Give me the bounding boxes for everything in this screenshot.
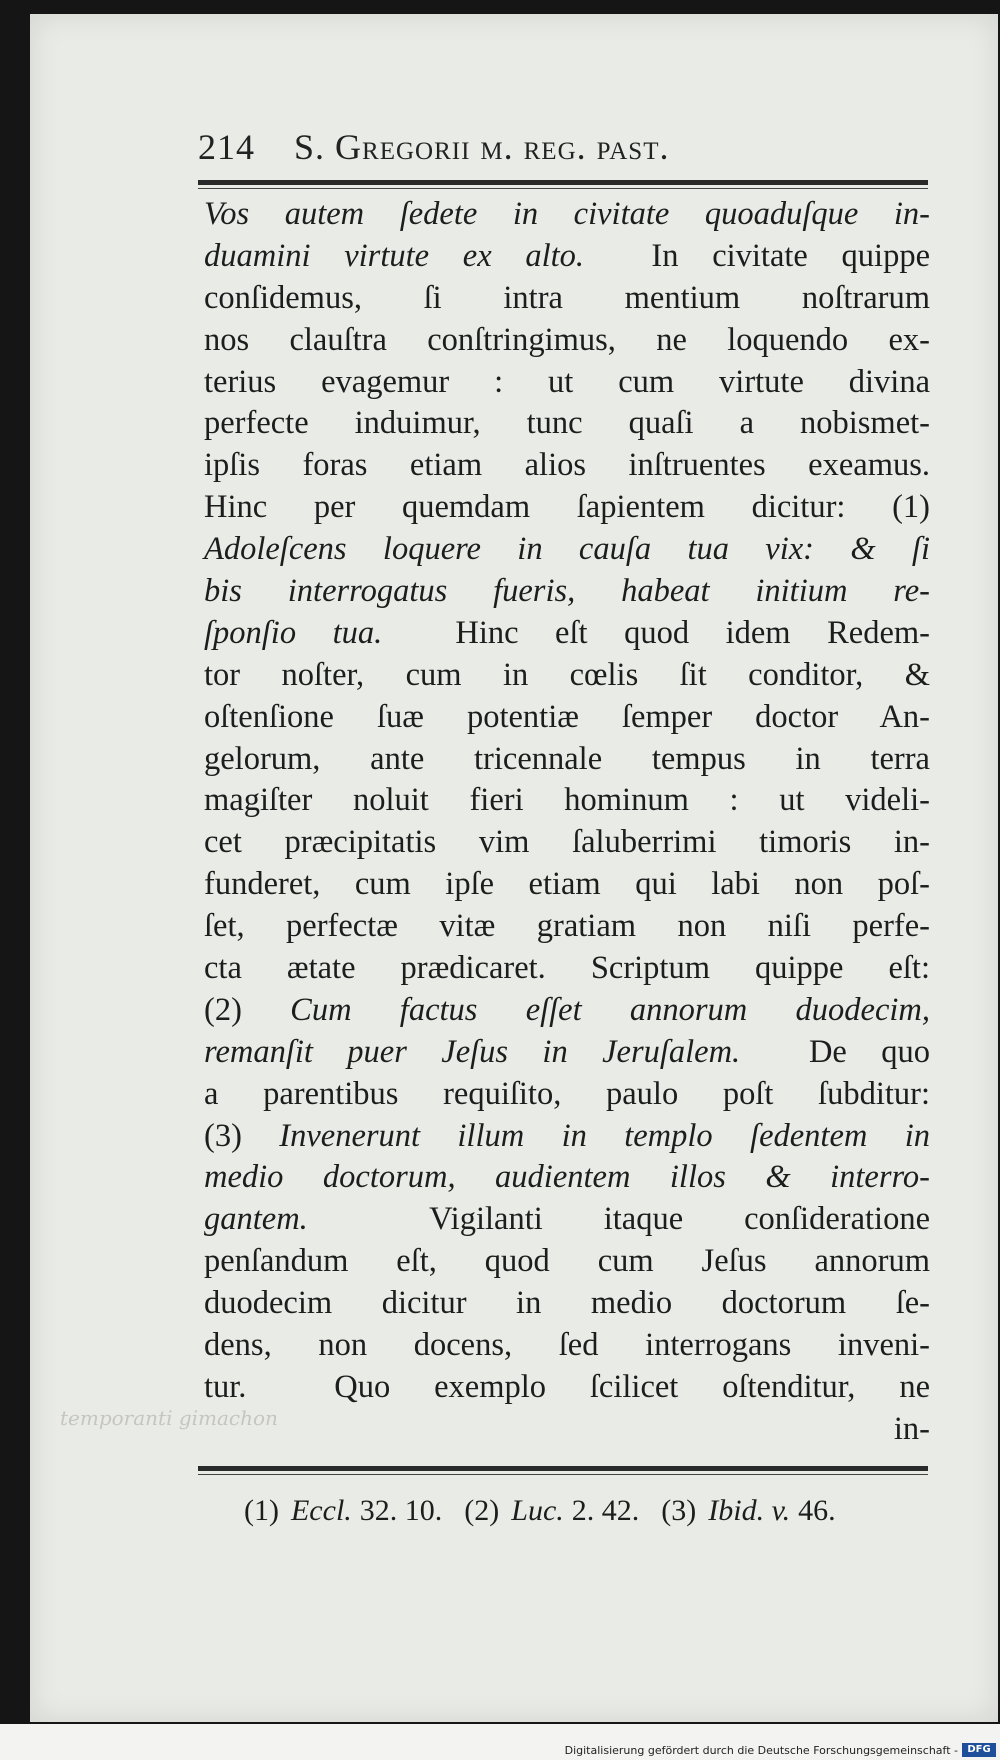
footnote-rule <box>198 1466 928 1471</box>
text-line <box>204 403 930 445</box>
text-segment: nos clauſtra conſtringimus, ne loquendo ex- <box>204 321 930 358</box>
text-line <box>204 1367 930 1409</box>
text-segment: ipſis foras etiam alios inſtruentes exeamus. <box>204 447 930 484</box>
text-line <box>204 948 930 990</box>
footnote-location: 46. <box>798 1494 836 1527</box>
margin-annotation: temporanti gimachon <box>60 1406 278 1430</box>
text-segment: In civitate quippe <box>584 237 930 274</box>
footnotes <box>244 1494 934 1528</box>
footnote <box>661 1494 835 1527</box>
text-segment: penſandum eſt, quod cum Jeſus annorum <box>204 1243 930 1280</box>
italic-segment: Invenerunt illum in templo ſedentem in <box>279 1117 930 1154</box>
italic-segment: duamini virtute ex alto. <box>204 237 585 274</box>
text-line <box>204 780 930 822</box>
italic-segment: Vos autem ſedete in civitate quoaduſque in- <box>204 196 930 232</box>
text-line <box>204 278 930 320</box>
footnote-reference: Ibid. v. <box>708 1494 791 1527</box>
footnote-location: 2. 42. <box>571 1494 640 1527</box>
text-segment: perfecte induimur, tunc quaſi a nobismet- <box>204 405 930 442</box>
footnote <box>244 1494 442 1527</box>
text-line <box>204 1199 930 1241</box>
text-line <box>204 320 930 362</box>
footnote-rule-thin <box>198 1474 928 1475</box>
text-line <box>204 1032 930 1074</box>
text-segment: cta ætate prædicaret. Scriptum quippe eſt: <box>204 950 930 987</box>
page-number: 214 <box>198 127 255 167</box>
text-line <box>204 362 930 404</box>
funding-credit: Digitalisierung gefördert durch die Deutsche Forschungsgemeinschaft - <box>564 1744 958 1757</box>
italic-segment: Cum factus eſſet annorum duodecim, <box>290 991 930 1028</box>
text-line <box>204 571 930 613</box>
text-segment: (2) <box>204 991 291 1028</box>
text-segment: a parentibus requiſito, paulo poſt ſubditur: <box>204 1075 930 1112</box>
running-head: S. Gregorii m. reg. past. <box>294 127 670 167</box>
text-line <box>204 1409 930 1451</box>
text-line <box>204 1241 930 1283</box>
italic-segment: remanſit puer Jeſus in Jeruſalem. <box>204 1033 741 1070</box>
text-segment: terius evagemur : ut cum virtute divina <box>204 363 930 400</box>
text-segment: (3) <box>204 1117 280 1154</box>
text-line <box>204 236 930 278</box>
footnote-location: 32. 10. <box>359 1494 443 1527</box>
text-line <box>204 1325 930 1367</box>
text-segment: De quo <box>740 1033 930 1070</box>
footnote-reference: Eccl. <box>290 1494 352 1527</box>
text-segment: Hinc per quemdam ſapientem dicitur: (1) <box>204 489 930 526</box>
text-line <box>204 194 930 236</box>
text-segment: oſtenſione ſuæ potentiæ ſemper doctor An- <box>204 698 930 735</box>
text-segment: Hinc eſt quod idem Redem- <box>382 614 930 651</box>
footnote-number: (2) <box>464 1494 500 1527</box>
text-line <box>204 1157 930 1199</box>
text-segment: funderet, cum ipſe etiam qui labi non poſ- <box>204 866 930 903</box>
text-segment: ſet, perfectæ vitæ gratiam non niſi perfe- <box>204 908 930 945</box>
text-line <box>204 1116 930 1158</box>
text-line <box>204 487 930 529</box>
text-segment: Vigilanti itaque conſideratione <box>307 1201 930 1238</box>
footnote-number: (1) <box>244 1494 279 1527</box>
dfg-logo: DFG <box>962 1743 996 1757</box>
text-line <box>204 1074 930 1116</box>
body-text <box>204 194 930 1451</box>
italic-segment: Adoleſcens loquere in cauſa tua vix: & ſi <box>204 531 930 568</box>
text-segment: magiſter noluit fieri hominum : ut videli- <box>204 782 930 819</box>
italic-segment: bis interrogatus fueris, habeat initium re- <box>204 573 930 610</box>
footnote <box>464 1494 639 1527</box>
text-line <box>204 864 930 906</box>
text-line <box>204 822 930 864</box>
page-header <box>198 126 928 174</box>
italic-segment: gantem. <box>204 1201 308 1238</box>
text-line <box>204 655 930 697</box>
text-segment: conſidemus, ſi intra mentium noſtrarum <box>204 279 930 316</box>
header-rule <box>198 180 928 185</box>
text-line <box>204 739 930 781</box>
text-segment: in- <box>893 1410 930 1447</box>
footnote-reference: Luc. <box>511 1494 564 1527</box>
text-line <box>204 990 930 1032</box>
header-rule-thin <box>198 188 928 189</box>
text-line <box>204 445 930 487</box>
text-segment: tur. Quo exemplo ſcilicet oſtenditur, ne <box>204 1368 930 1405</box>
text-segment: cet præcipitatis vim ſaluberrimi timoris in- <box>204 824 930 861</box>
footnote-number: (3) <box>661 1494 697 1527</box>
italic-segment: ſponſio tua. <box>204 614 383 651</box>
italic-segment: medio doctorum, audientem illos & interro- <box>204 1159 930 1196</box>
text-segment: tor noſter, cum in cœlis ſit conditor, & <box>204 656 930 693</box>
text-segment: duodecim dicitur in medio doctorum ſe- <box>204 1285 930 1322</box>
text-segment: gelorum, ante tricennale tempus in terra <box>204 740 930 777</box>
text-line <box>204 1283 930 1325</box>
text-line <box>204 613 930 655</box>
text-line <box>204 906 930 948</box>
text-segment: dens, non docens, ſed interrogans inveni- <box>204 1327 930 1364</box>
text-line <box>204 697 930 739</box>
text-line <box>204 529 930 571</box>
